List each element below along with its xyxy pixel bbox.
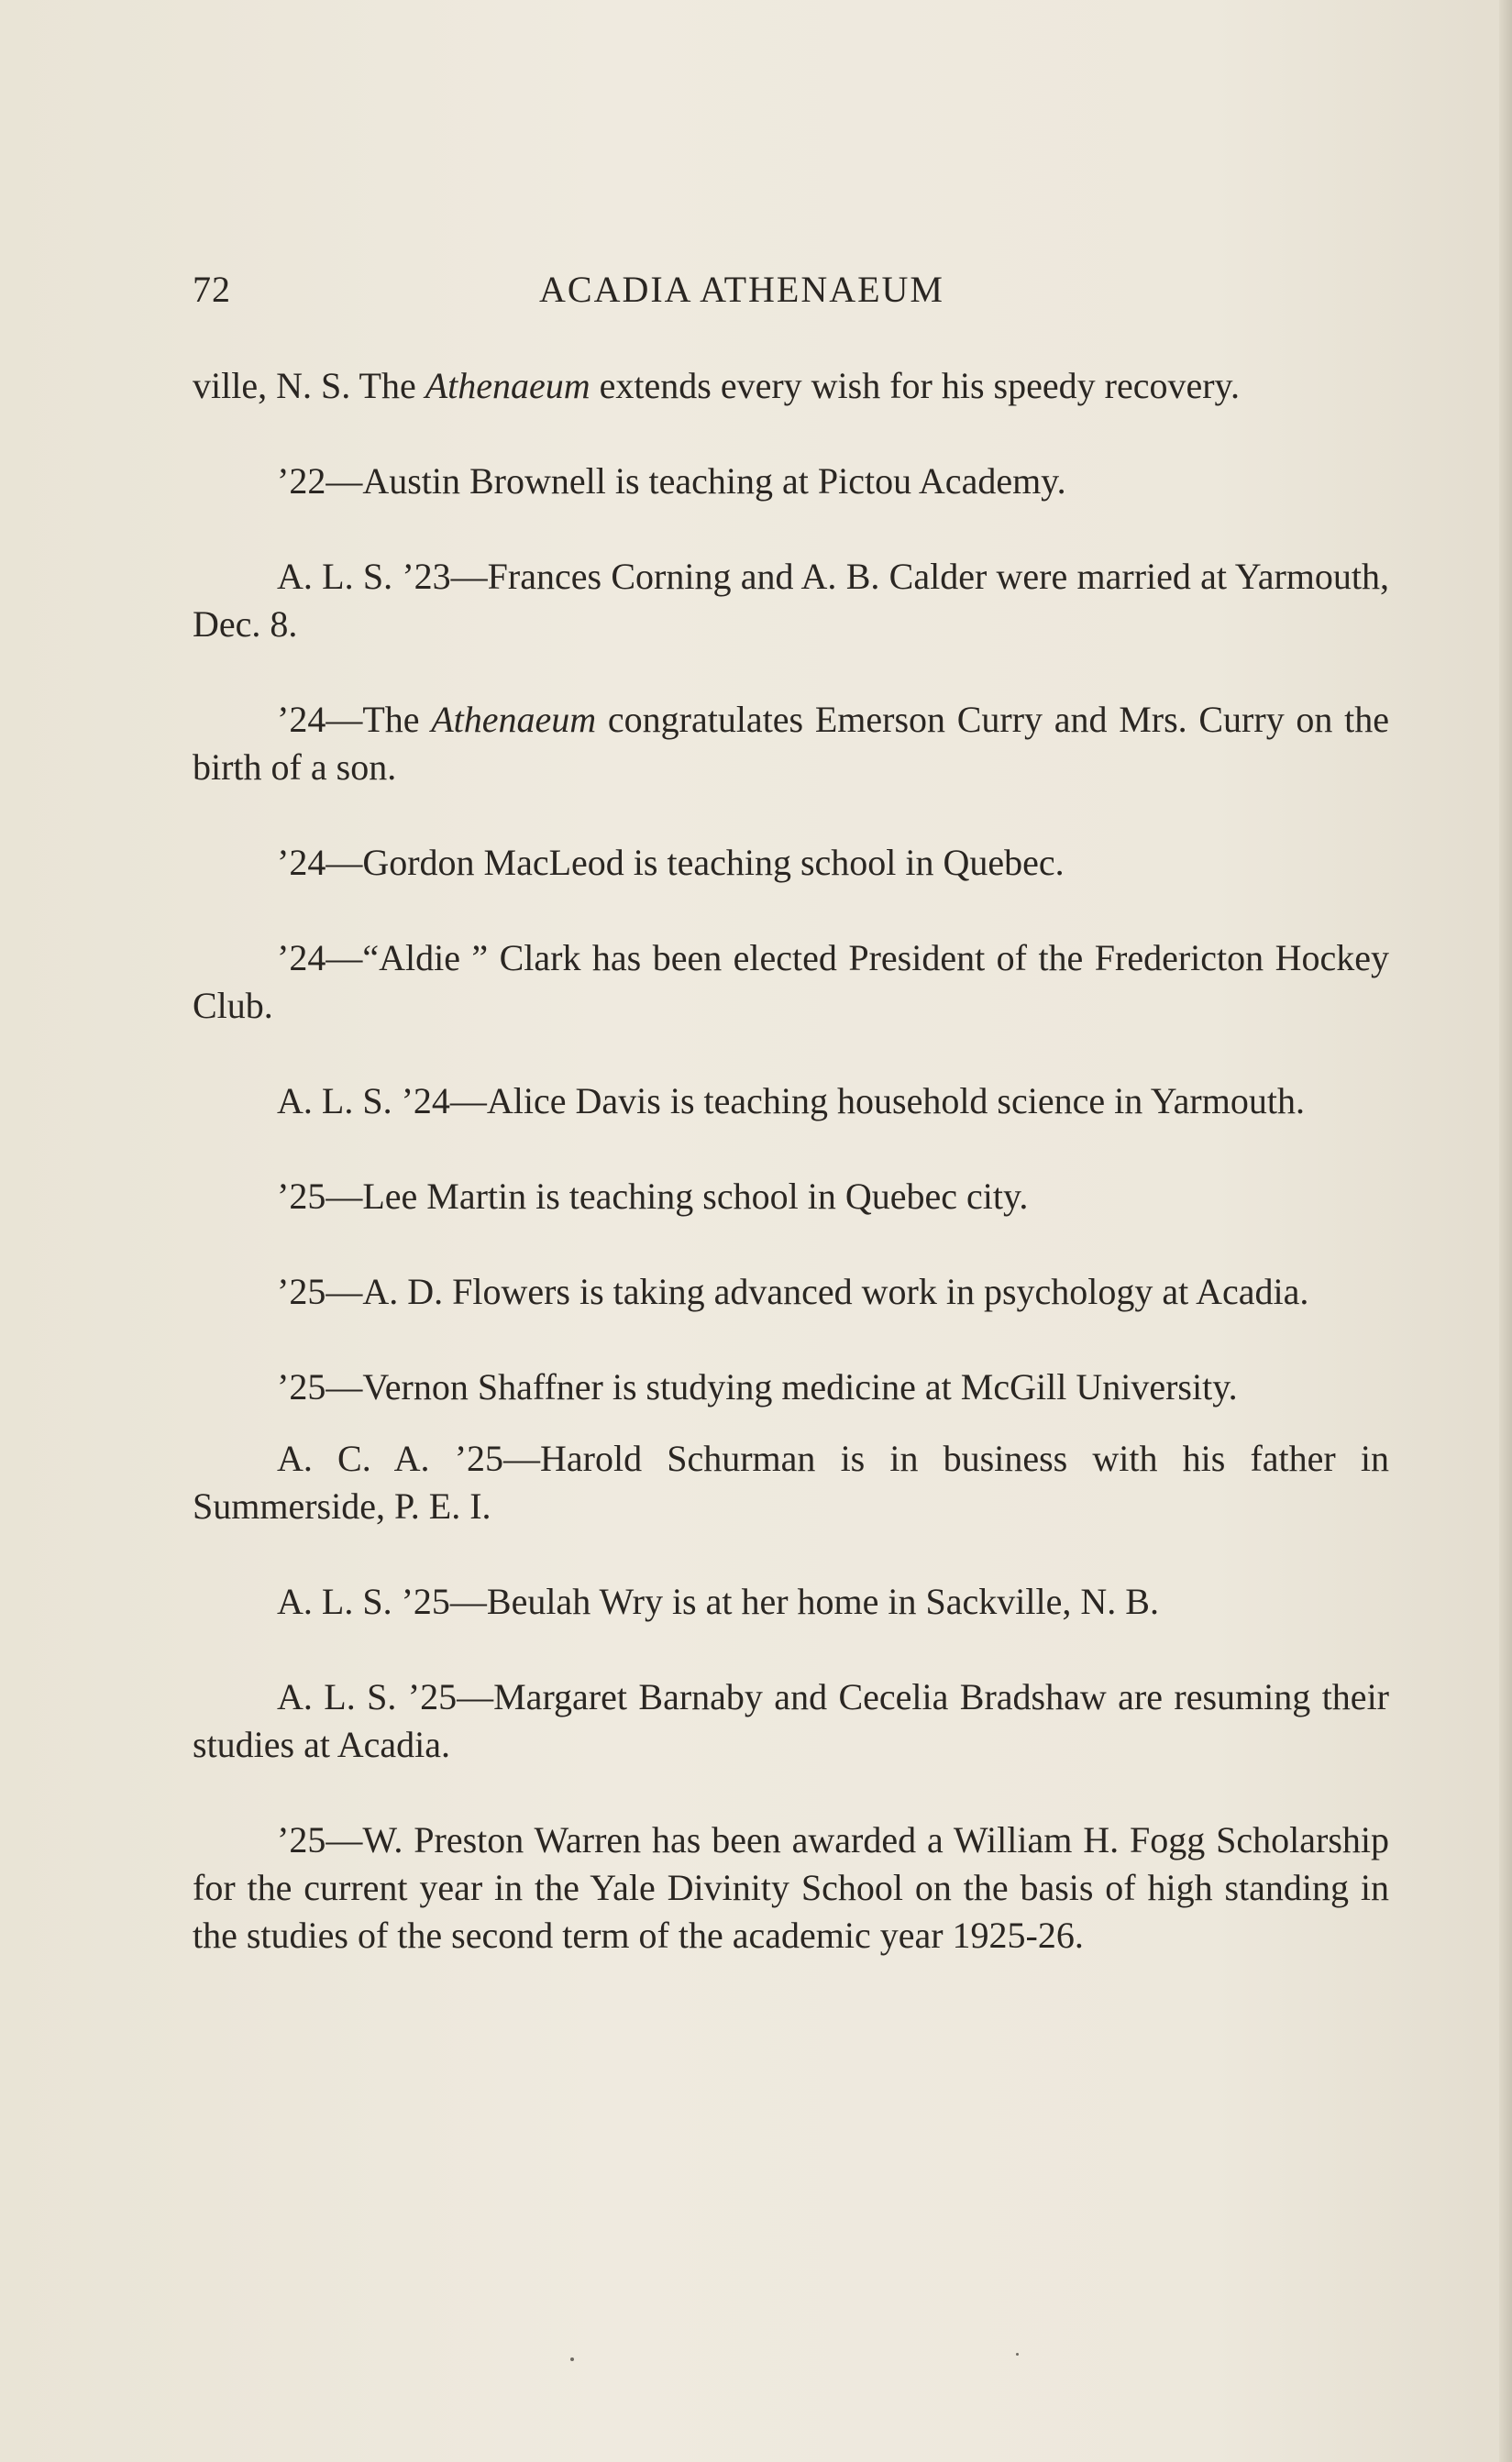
- alumni-note: ’24—Gordon MacLeod is teaching school in Quebec.: [277, 842, 1065, 883]
- paragraph-text: extends every wish for his speedy recovery.: [590, 365, 1240, 406]
- alumni-note: ’24—“Aldie ” Clark has been elected President of the Fredericton Hockey Club.: [193, 937, 1389, 1026]
- alumni-note: A. L. S. ’23—Frances Corning and A. B. Calder were married at Yarmouth, Dec. 8.: [193, 556, 1389, 645]
- paragraph-text: ville, N. S. The: [193, 365, 425, 406]
- paragraph-text: ’24—The: [277, 699, 432, 740]
- article-text: [193, 362, 1389, 2007]
- alumni-note: ’25—Lee Martin is teaching school in Quebec city.: [277, 1176, 1029, 1217]
- journal-name-italic: Athenaeum: [431, 699, 597, 740]
- speck: [1016, 2353, 1019, 2356]
- alumni-note: A. L. S. ’24—Alice Davis is teaching household science in Yarmouth.: [277, 1080, 1305, 1121]
- journal-title: ACADIA ATHENAEUM: [539, 269, 944, 310]
- paragraph-continuation: [193, 362, 1389, 410]
- journal-name-italic: Athenaeum: [425, 365, 590, 406]
- paragraph-text: congratulates Emerson Curry and Mrs. Curry on the birth of a son.: [193, 699, 1389, 788]
- alumni-note: ’22—Austin Brownell is teaching at Pictou Academy.: [277, 460, 1066, 502]
- alumni-note: ’25—Vernon Shaffner is studying medicine at McGill University.: [277, 1366, 1238, 1408]
- page-edge: [1499, 0, 1512, 2462]
- page-number: 72: [193, 269, 231, 310]
- alumni-note: ’25—A. D. Flowers is taking advanced work in psychology at Acadia.: [277, 1271, 1309, 1312]
- running-head: [193, 268, 1385, 319]
- alumni-note: A. C. A. ’25—Harold Schurman is in business with his father in Summerside, P. E. I.: [193, 1438, 1389, 1527]
- alumni-note: A. L. S. ’25—Beulah Wry is at her home in Sackville, N. B.: [277, 1581, 1159, 1622]
- alumni-note: ’25—W. Preston Warren has been awarded a William H. Fogg Scholarship for the current year in the Yale Divinity School on the basis of high standing in the studies of the second term of the academic year 1925-26.: [193, 1819, 1389, 1956]
- alumni-note: A. L. S. ’25—Margaret Barnaby and Cecelia Bradshaw are resuming their studies at Acadia.: [193, 1676, 1389, 1765]
- speck: [570, 2357, 574, 2361]
- alumni-note: [193, 696, 1389, 791]
